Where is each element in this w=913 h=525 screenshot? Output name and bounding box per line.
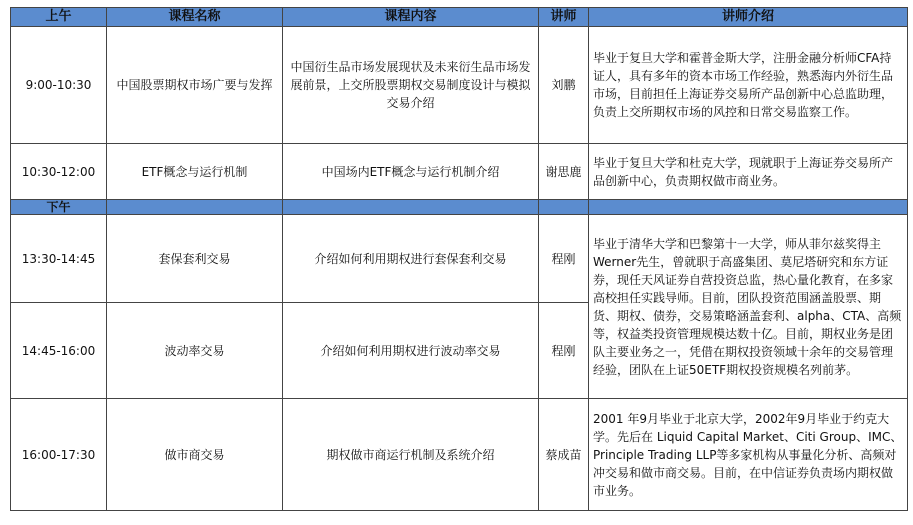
table-row <box>11 399 908 511</box>
lecturer-cell: 谢思鹿 <box>539 144 589 200</box>
lecturer-cell: 刘鹏 <box>539 27 589 144</box>
header-morning: 上午 <box>11 8 107 27</box>
afternoon-label: 下午 <box>11 200 107 215</box>
lecturer-cell: 蔡成苗 <box>539 399 589 511</box>
header-lecturer: 讲师 <box>539 8 589 27</box>
time-cell: 13:30-14:45 <box>11 215 107 303</box>
time-cell: 16:00-17:30 <box>11 399 107 511</box>
course-name-cell: 套保套利交易 <box>107 215 283 303</box>
header-lecturer-intro: 讲师介绍 <box>589 8 908 27</box>
time-cell: 14:45-16:00 <box>11 303 107 399</box>
table-row <box>11 144 908 200</box>
course-schedule-table <box>10 7 908 511</box>
course-name-cell: 做市商交易 <box>107 399 283 511</box>
section-spacer <box>539 200 589 215</box>
section-spacer <box>283 200 539 215</box>
table-row <box>11 27 908 144</box>
afternoon-section-row <box>11 200 908 215</box>
time-cell: 9:00-10:30 <box>11 27 107 144</box>
section-spacer <box>107 200 283 215</box>
course-content-cell: 期权做市商运行机制及系统介绍 <box>283 399 539 511</box>
course-name-cell: 中国股票期权市场广要与发挥 <box>107 27 283 144</box>
table-row <box>11 215 908 303</box>
course-content-cell: 介绍如何利用期权进行套保套利交易 <box>283 215 539 303</box>
header-course-content: 课程内容 <box>283 8 539 27</box>
lecturer-intro-cell: 2001 年9月毕业于北京大学，2002年9月毕业于约克大学。先后在 Liquid Capital Market、Citi Group、IMC、Principle Trading LLP等多家机构从事量化分析、高频对冲交易和做市商交易。目前，在中信证券负责场内期权做市业务。 <box>589 399 908 511</box>
course-content-cell: 中国衍生品市场发展现状及未来衍生品市场发展前景，上交所股票期权交易制度设计与模拟交易介绍 <box>283 27 539 144</box>
lecturer-intro-cell: 毕业于复旦大学和霍普金斯大学，注册金融分析师CFA持证人，具有多年的资本市场工作经验，熟悉海内外衍生品市场，目前担任上海证券交易所产品创新中心总监助理，负责上交所期权市场的风控和日常交易监察工作。 <box>589 27 908 144</box>
lecturer-cell: 程刚 <box>539 303 589 399</box>
header-course-name: 课程名称 <box>107 8 283 27</box>
course-name-cell: 波动率交易 <box>107 303 283 399</box>
course-name-cell: ETF概念与运行机制 <box>107 144 283 200</box>
time-cell: 10:30-12:00 <box>11 144 107 200</box>
lecturer-cell: 程刚 <box>539 215 589 303</box>
course-content-cell: 中国场内ETF概念与运行机制介绍 <box>283 144 539 200</box>
header-row <box>11 8 908 27</box>
lecturer-intro-cell: 毕业于清华大学和巴黎第十一大学，师从菲尔兹奖得主Werner先生，曾就职于高盛集团、莫尼塔研究和东方证券，现任天风证券自营投资总监，热心量化教育，在多家高校担任实践导师。目前，团队投资范围涵盖股票、期货、期权、债券，交易策略涵盖套利、alpha、CTA、高频等，权益类投资管理规模达数十亿。目前，期权业务是团队主要业务之一，凭借在期权投资领域十余年的交易管理经验，团队在上证50ETF期权投资规模名列前茅。 <box>589 215 908 399</box>
course-content-cell: 介绍如何利用期权进行波动率交易 <box>283 303 539 399</box>
lecturer-intro-cell: 毕业于复旦大学和杜克大学，现就职于上海证券交易所产品创新中心，负责期权做市商业务。 <box>589 144 908 200</box>
section-spacer <box>589 200 908 215</box>
